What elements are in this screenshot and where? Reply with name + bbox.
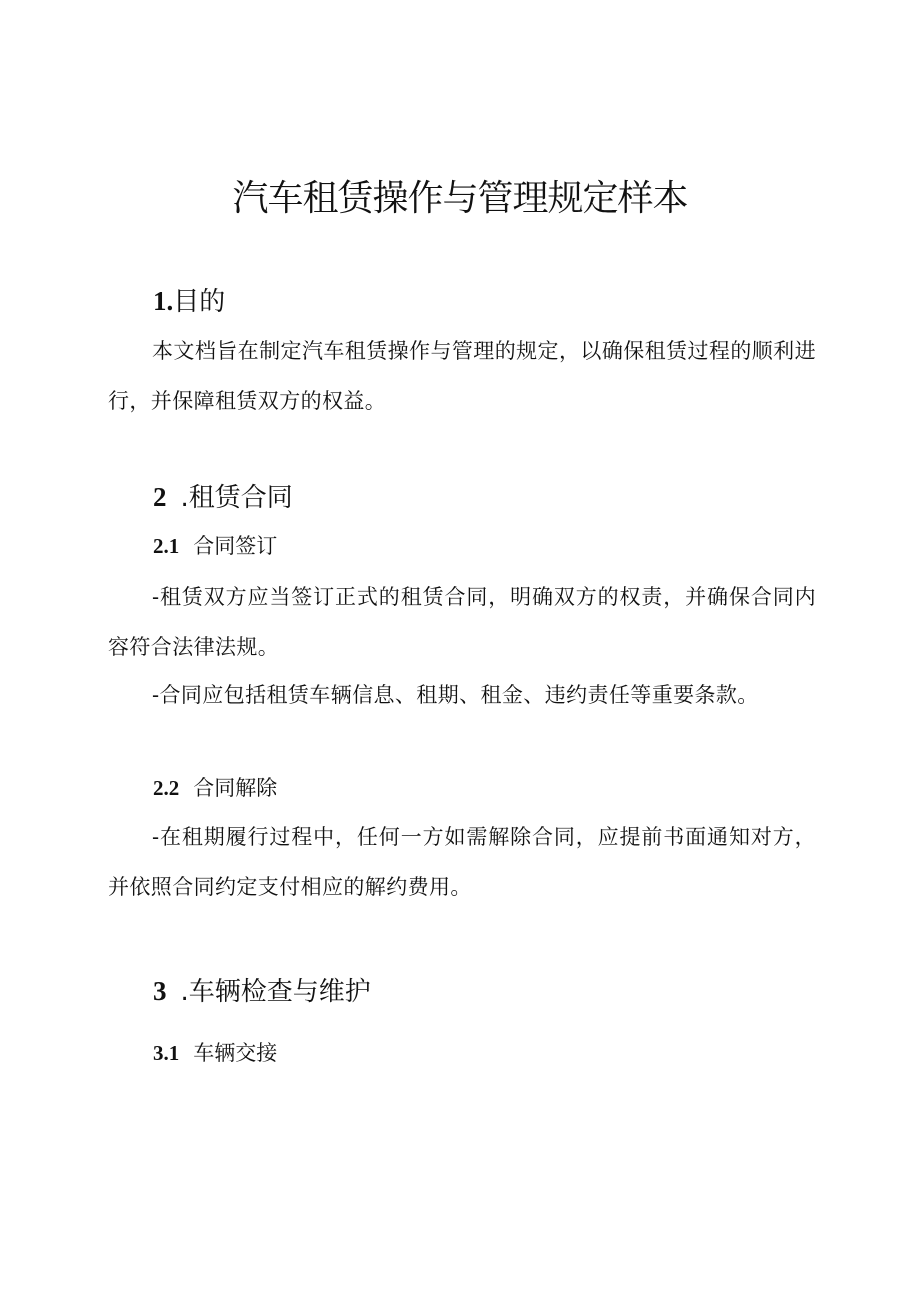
section-1-number: 1. [153,286,174,316]
section-2-title: .租赁合同 [180,483,293,513]
subsection-2-2-paragraph: -在租期履行过程中，任何一方如需解除合同，应提前书面通知对方，并依照合同约定支付相应的解约费用。 [108,825,816,899]
section-3-title: .车辆检查与维护 [180,977,371,1007]
document-title: 汽车租赁操作与管理规定样本 [232,178,688,219]
subsection-2-1-heading [153,531,277,561]
subsection-2-1-paragraph-1: -租赁双方应当签订正式的租赁合同，明确双方的权责，并确保合同内容符合法律法规。 [108,585,816,659]
subsection-2-2-heading [153,773,277,803]
subsection-3-1-heading [153,1038,277,1068]
subsection-2-2-number: 2.2 [153,776,180,800]
subsection-2-1-paragraph-2: -合同应包括租赁车辆信息、租期、租金、违约责任等重要条款。 [152,683,759,707]
section-3-number: 3 [153,976,167,1006]
section-3-heading [153,974,371,1009]
section-2-number: 2 [153,482,167,512]
section-1-paragraph: 本文档旨在制定汽车租赁操作与管理的规定，以确保租赁过程的顺利进行，并保障租赁双方的权益。 [108,339,816,413]
section-2-heading [153,480,293,515]
section-1-heading [153,284,225,319]
section-1-title: 目的 [173,287,226,317]
subsection-3-1-number: 3.1 [153,1041,180,1065]
subsection-3-1-title: 车辆交接 [193,1041,278,1065]
subsection-2-1-title: 合同签订 [193,534,278,558]
subsection-2-2-title: 合同解除 [193,776,278,800]
subsection-2-1-number: 2.1 [153,534,180,558]
